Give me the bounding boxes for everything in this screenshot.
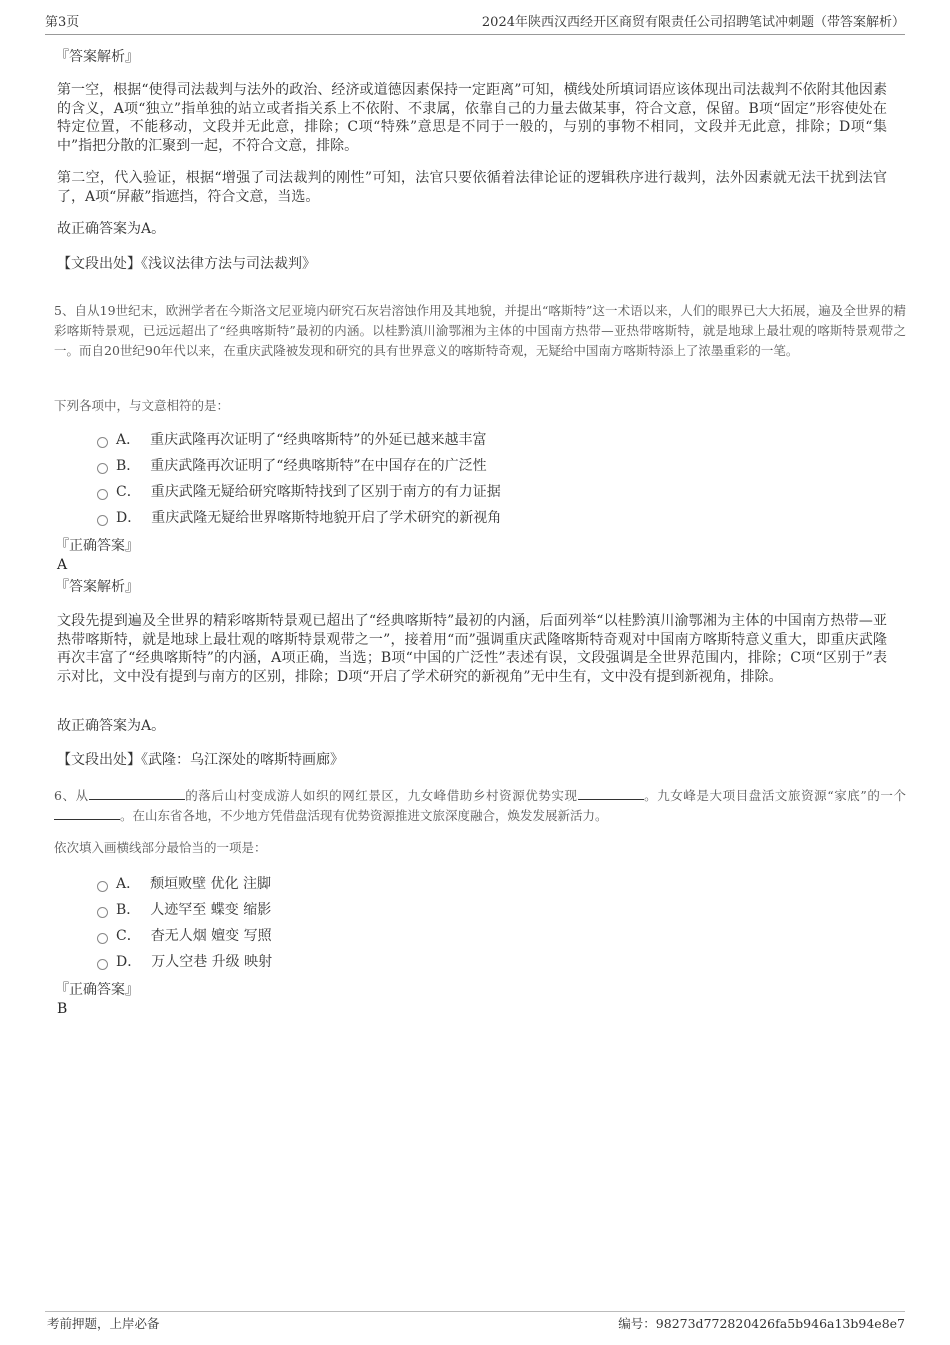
option-text: 重庆武隆再次证明了“经典喀斯特”在中国存在的广泛性 <box>150 458 487 474</box>
correct-answer-label: 『正确答案』 <box>55 982 139 998</box>
radio-button[interactable] <box>97 907 108 918</box>
question-stem: 5、自从19世纪末，欧洲学者在今斯洛文尼亚境内研究石灰岩溶蚀作用及其地貌，并提出“喀斯特”这一术语以来，人们的眼界已大大拓展，遍及全世界的精彩喀斯特景观，已远远超出了“经典喀斯特”最初的内涵。以桂黔滇川渝鄂湘为主体的中国南方热带—亚热带喀斯特，就是地球上最壮观的喀斯特景观带之一。而自20世纪90年代以来，在重庆武隆被发现和研究的具有世界意义的喀斯特奇观，无疑给中国南方喀斯特添上了浓墨重彩的一笔。 <box>54 303 906 358</box>
option-b[interactable] <box>97 900 271 920</box>
radio-button[interactable] <box>97 515 108 526</box>
stem-text: 6、从 <box>54 788 89 803</box>
page-header <box>45 14 905 35</box>
blank-3 <box>54 807 120 820</box>
document-title: 2024年陕西汉西经开区商贸有限责任公司招聘笔试冲刺题（带答案解析） <box>481 15 905 30</box>
option-b[interactable] <box>97 456 487 476</box>
option-a[interactable] <box>97 430 486 450</box>
stem-text: 底”的一个 <box>847 788 906 803</box>
option-text: 重庆武隆无疑给研究喀斯特找到了区别于南方的有力证据 <box>150 484 501 500</box>
passage-source: 【文段出处】《武隆：乌江深处的喀斯特画廊》 <box>57 752 344 768</box>
radio-button[interactable] <box>97 437 108 448</box>
option-text: 重庆武隆无疑给世界喀斯特地貌开启了学术研究的新视角 <box>151 510 502 526</box>
option-d[interactable] <box>97 952 272 972</box>
option-letter: A． <box>116 876 141 892</box>
radio-button[interactable] <box>97 489 108 500</box>
option-text: 重庆武隆再次证明了“经典喀斯特”的外延已越来越丰富 <box>150 432 487 448</box>
stem-text: 的落后山村变成游人如织的网红景区，九女峰借助乡村资源优势实现 <box>184 788 578 803</box>
correct-answer: A <box>57 557 68 573</box>
option-letter: D． <box>116 510 142 526</box>
option-letter: D． <box>116 954 142 970</box>
radio-button[interactable] <box>97 933 108 944</box>
analysis-paragraph-1: 第一空，根据“使得司法裁判与法外的政治、经济或道德因素保持一定距离”可知，横线处所填词语应该体现出司法裁判不依附其他因素的含义，A项“独立”指单独的站立或者指关系上不依附、不隶属，依靠自己的力量去做某事，符合文意，保留。B项“固定”形容使处在特定位置，不能移动，文段并无此意，排除；C项“特殊”意思是不同于一般的，与别的事物不相同，文段并无此意，排除；D项“集中”指把分散的汇聚到一起，不符合文意，排除。 <box>57 82 887 154</box>
passage-source: 【文段出处】《浅议法律方法与司法裁判》 <box>57 256 316 272</box>
option-c[interactable] <box>97 482 501 502</box>
question-prompt: 依次填入画横线部分最恰当的一项是： <box>54 840 267 855</box>
option-letter: C． <box>116 484 141 500</box>
radio-button[interactable] <box>97 463 108 474</box>
footer-slogan: 考前押题，上岸必备 <box>47 1316 160 1331</box>
option-letter: B． <box>116 902 141 918</box>
option-text: 万人空巷 升级 映射 <box>151 954 273 970</box>
option-a[interactable] <box>97 874 271 894</box>
option-letter: A． <box>116 432 141 448</box>
conclusion: 故正确答案为A。 <box>57 221 166 237</box>
blank-2 <box>578 787 644 800</box>
option-d[interactable] <box>97 508 501 528</box>
stem-text: 。九女峰是大项目盘活文旅资源“家 <box>643 788 848 803</box>
stem-text: 。在山东省各地，不少地方凭借盘活现有优势资源推进文旅深度融合，焕发发展新活力。 <box>120 808 608 823</box>
option-letter: C． <box>116 928 141 944</box>
radio-button[interactable] <box>97 881 108 892</box>
blank-1 <box>89 787 185 800</box>
option-text: 颓垣败壁 优化 注脚 <box>150 876 272 892</box>
page-number: 第3页 <box>45 15 80 30</box>
option-c[interactable] <box>97 926 272 946</box>
analysis-label: 『答案解析』 <box>55 49 139 65</box>
document-id: 编号：98273d772820426fa5b946a13b94e8e7 <box>618 1316 905 1331</box>
page-footer <box>45 1311 905 1336</box>
option-letter: B． <box>116 458 141 474</box>
conclusion: 故正确答案为A。 <box>57 718 166 734</box>
option-text: 人迹罕至 蝶变 缩影 <box>150 902 272 918</box>
analysis-paragraph-2: 第二空，代入验证，根据“增强了司法裁判的刚性”可知，法官只要依循着法律论证的逻辑秩序进行裁判，法外因素就无法干扰到法官了，A项“屏蔽”指遮挡，符合文意，当选。 <box>57 170 887 205</box>
correct-answer: B <box>57 1001 68 1017</box>
analysis-label: 『答案解析』 <box>55 579 139 595</box>
question-prompt: 下列各项中，与文意相符的是： <box>54 398 230 413</box>
radio-button[interactable] <box>97 959 108 970</box>
analysis-paragraph: 文段先提到遍及全世界的精彩喀斯特景观已超出了“经典喀斯特”最初的内涵，后面列举“以桂黔滇川渝鄂湘为主体的中国南方热带—亚热带喀斯特，就是地球上最壮观的喀斯特景观带之一”，接着用“而”强调重庆武隆喀斯特奇观对中国南方喀斯特意义重大，即重庆武隆再次丰富了“经典喀斯特”的内涵，A项正确，当选；B项“中国的广泛性”表述有误，文段强调是全世界范围内，排除；C项“区别于”表示对比，文中没有提到与南方的区别，排除；D项“开启了学术研究的新视角”无中生有，文中没有提到新视角，排除。 <box>57 613 887 685</box>
correct-answer-label: 『正确答案』 <box>55 538 139 554</box>
question-stem <box>54 786 906 826</box>
option-text: 杳无人烟 嬗变 写照 <box>150 928 272 944</box>
